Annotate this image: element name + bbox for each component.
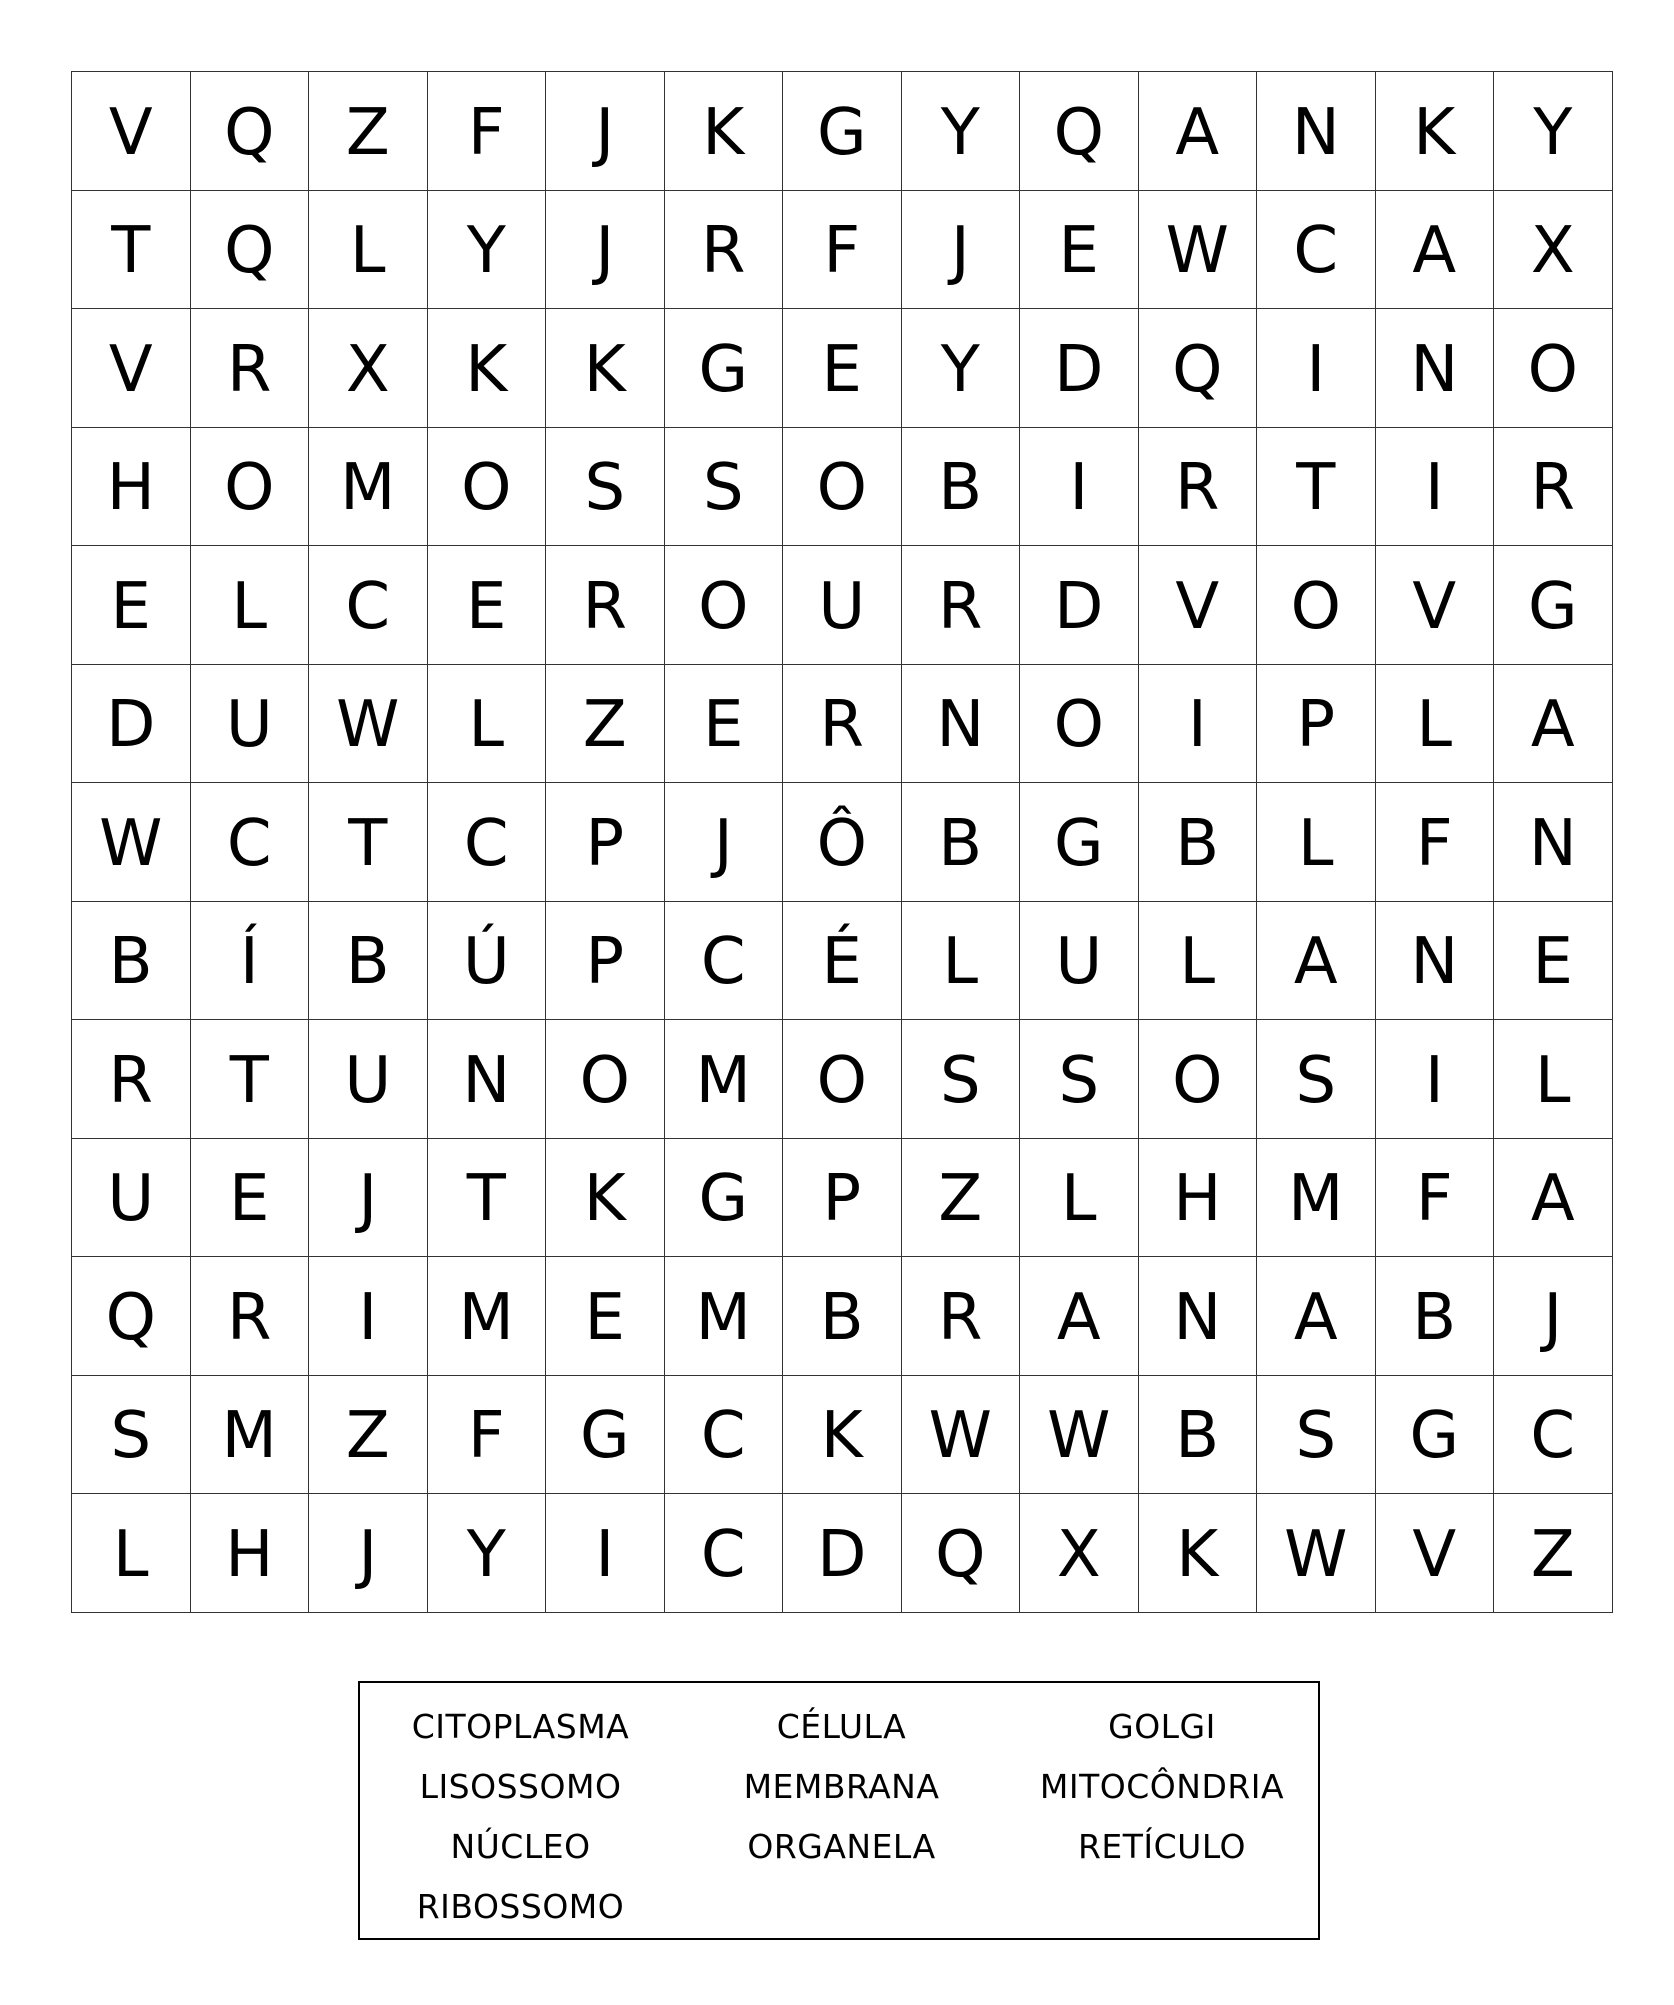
grid-cell[interactable]: D (1020, 309, 1139, 428)
grid-cell[interactable]: X (1494, 191, 1613, 310)
grid-cell[interactable]: A (1257, 902, 1376, 1021)
grid-cell[interactable]: W (1020, 1376, 1139, 1495)
grid-cell[interactable]: U (72, 1139, 191, 1258)
grid-cell[interactable]: T (309, 783, 428, 902)
grid-cell[interactable]: B (783, 1257, 902, 1376)
grid-cell[interactable]: S (546, 428, 665, 547)
grid-cell[interactable]: K (546, 1139, 665, 1258)
grid-cell[interactable]: S (1257, 1376, 1376, 1495)
grid-cell[interactable]: S (665, 428, 784, 547)
grid-cell[interactable]: T (72, 191, 191, 310)
word-list-item: NÚCLEO (450, 1827, 591, 1866)
grid-cell[interactable]: P (546, 902, 665, 1021)
grid-cell[interactable]: B (902, 783, 1021, 902)
grid-cell[interactable]: L (1376, 665, 1495, 784)
grid-cell[interactable]: A (1494, 1139, 1613, 1258)
grid-cell[interactable]: K (665, 72, 784, 191)
grid-cell[interactable]: I (1257, 309, 1376, 428)
grid-cell[interactable]: R (902, 546, 1021, 665)
grid-cell[interactable]: Y (428, 1494, 547, 1613)
grid-cell[interactable]: W (902, 1376, 1021, 1495)
grid-cell[interactable]: K (1376, 72, 1495, 191)
grid-cell[interactable]: R (1494, 428, 1613, 547)
grid-cell[interactable]: J (546, 191, 665, 310)
grid-cell[interactable]: E (546, 1257, 665, 1376)
grid-cell[interactable]: T (191, 1020, 310, 1139)
grid-cell[interactable]: Y (902, 309, 1021, 428)
grid-cell[interactable]: Q (1139, 309, 1258, 428)
word-list-item: RIBOSSOMO (416, 1887, 625, 1926)
grid-cell[interactable]: Í (191, 902, 310, 1021)
grid-cell[interactable]: L (902, 902, 1021, 1021)
grid-cell[interactable]: K (783, 1376, 902, 1495)
grid-cell[interactable]: K (428, 309, 547, 428)
grid-cell[interactable]: C (665, 902, 784, 1021)
grid-cell[interactable]: M (1257, 1139, 1376, 1258)
grid-cell[interactable]: E (665, 665, 784, 784)
grid-cell[interactable]: B (1139, 1376, 1258, 1495)
grid-cell[interactable]: N (1139, 1257, 1258, 1376)
grid-cell[interactable]: G (546, 1376, 665, 1495)
grid-cell[interactable]: K (1139, 1494, 1258, 1613)
grid-cell[interactable]: Z (1494, 1494, 1613, 1613)
grid-cell[interactable]: R (191, 1257, 310, 1376)
grid-cell[interactable]: A (1494, 665, 1613, 784)
grid-cell[interactable]: P (783, 1139, 902, 1258)
grid-cell[interactable]: F (1376, 783, 1495, 902)
grid-cell[interactable]: N (1257, 72, 1376, 191)
word-list-item: CÉLULA (776, 1707, 907, 1746)
grid-cell[interactable]: V (1376, 546, 1495, 665)
grid-cell[interactable]: G (1494, 546, 1613, 665)
grid-cell[interactable]: É (783, 902, 902, 1021)
grid-cell[interactable]: C (665, 1494, 784, 1613)
grid-cell[interactable]: J (546, 72, 665, 191)
grid-cell[interactable]: E (191, 1139, 310, 1258)
grid-cell[interactable]: C (191, 783, 310, 902)
grid-cell[interactable]: L (1257, 783, 1376, 902)
grid-cell[interactable]: C (428, 783, 547, 902)
grid-cell[interactable]: N (1494, 783, 1613, 902)
grid-cell[interactable]: L (309, 191, 428, 310)
grid-cell[interactable]: F (428, 72, 547, 191)
grid-cell[interactable]: E (783, 309, 902, 428)
grid-cell[interactable]: N (1376, 309, 1495, 428)
grid-cell[interactable]: O (1139, 1020, 1258, 1139)
word-list-item: RETÍCULO (1077, 1827, 1247, 1866)
word-list-item: ORGANELA (747, 1827, 936, 1866)
grid-cell[interactable]: Z (309, 72, 428, 191)
grid-cell[interactable]: W (309, 665, 428, 784)
grid-cell[interactable]: I (309, 1257, 428, 1376)
grid-cell[interactable]: B (1139, 783, 1258, 902)
grid-cell[interactable]: G (1020, 783, 1139, 902)
grid-cell[interactable]: O (546, 1020, 665, 1139)
grid-cell[interactable]: M (428, 1257, 547, 1376)
grid-cell[interactable]: H (72, 428, 191, 547)
grid-cell[interactable]: N (902, 665, 1021, 784)
grid-cell[interactable]: R (783, 665, 902, 784)
grid-cell[interactable]: R (191, 309, 310, 428)
grid-cell[interactable]: D (783, 1494, 902, 1613)
grid-cell[interactable]: V (72, 72, 191, 191)
grid-cell[interactable]: G (665, 309, 784, 428)
grid-cell[interactable]: C (309, 546, 428, 665)
grid-cell[interactable]: D (72, 665, 191, 784)
grid-cell[interactable]: H (1139, 1139, 1258, 1258)
grid-cell[interactable]: B (72, 902, 191, 1021)
grid-cell[interactable]: L (191, 546, 310, 665)
grid-cell[interactable]: R (72, 1020, 191, 1139)
grid-cell[interactable]: I (1020, 428, 1139, 547)
grid-cell[interactable]: R (902, 1257, 1021, 1376)
grid-cell[interactable]: T (428, 1139, 547, 1258)
grid-cell[interactable]: S (1257, 1020, 1376, 1139)
grid-cell[interactable]: W (72, 783, 191, 902)
grid-cell[interactable]: R (665, 191, 784, 310)
grid-cell[interactable]: Y (902, 72, 1021, 191)
grid-cell[interactable]: F (783, 191, 902, 310)
grid-cell[interactable]: N (1376, 902, 1495, 1021)
grid-cell[interactable]: D (1020, 546, 1139, 665)
grid-cell[interactable]: X (1020, 1494, 1139, 1613)
grid-cell[interactable]: J (309, 1139, 428, 1258)
grid-cell[interactable]: A (1376, 191, 1495, 310)
grid-cell[interactable]: O (783, 428, 902, 547)
grid-cell[interactable]: Z (309, 1376, 428, 1495)
grid-cell[interactable]: Q (191, 191, 310, 310)
grid-cell[interactable]: A (1257, 1257, 1376, 1376)
grid-cell[interactable]: C (1494, 1376, 1613, 1495)
grid-cell[interactable]: O (665, 546, 784, 665)
grid-cell[interactable]: Z (546, 665, 665, 784)
grid-cell[interactable]: B (902, 428, 1021, 547)
grid-cell[interactable]: E (428, 546, 547, 665)
grid-cell[interactable]: M (191, 1376, 310, 1495)
grid-cell[interactable]: O (1020, 665, 1139, 784)
grid-cell[interactable]: U (783, 546, 902, 665)
grid-cell[interactable]: G (665, 1139, 784, 1258)
grid-cell[interactable]: M (665, 1257, 784, 1376)
grid-cell[interactable]: K (546, 309, 665, 428)
grid-cell[interactable]: X (309, 309, 428, 428)
grid-cell[interactable]: L (1139, 902, 1258, 1021)
grid-cell[interactable]: V (72, 309, 191, 428)
grid-cell[interactable]: Q (191, 72, 310, 191)
grid-cell[interactable]: J (1494, 1257, 1613, 1376)
grid-cell[interactable]: E (72, 546, 191, 665)
grid-cell[interactable]: S (902, 1020, 1021, 1139)
grid-cell[interactable]: M (665, 1020, 784, 1139)
grid-cell[interactable]: Ô (783, 783, 902, 902)
grid-cell[interactable]: M (309, 428, 428, 547)
grid-cell[interactable]: L (72, 1494, 191, 1613)
grid-cell[interactable]: Z (902, 1139, 1021, 1258)
grid-cell[interactable]: F (1376, 1139, 1495, 1258)
grid-cell[interactable]: O (783, 1020, 902, 1139)
grid-cell[interactable]: C (1257, 191, 1376, 310)
grid-cell[interactable]: J (902, 191, 1021, 310)
grid-cell[interactable]: A (1020, 1257, 1139, 1376)
grid-cell[interactable]: U (191, 665, 310, 784)
grid-cell[interactable]: G (783, 72, 902, 191)
grid-cell[interactable]: I (1139, 665, 1258, 784)
grid-cell[interactable]: W (1257, 1494, 1376, 1613)
word-list-item: CITOPLASMA (411, 1707, 630, 1746)
grid-cell[interactable]: O (191, 428, 310, 547)
grid-cell[interactable]: J (665, 783, 784, 902)
grid-cell[interactable]: C (665, 1376, 784, 1495)
grid-cell[interactable]: V (1139, 546, 1258, 665)
grid-cell[interactable]: Q (1020, 72, 1139, 191)
grid-cell[interactable]: O (428, 428, 547, 547)
grid-cell[interactable]: S (1020, 1020, 1139, 1139)
grid-cell[interactable]: L (1020, 1139, 1139, 1258)
grid-cell[interactable]: E (1020, 191, 1139, 310)
grid-cell[interactable]: Q (72, 1257, 191, 1376)
grid-cell[interactable]: R (1139, 428, 1258, 547)
grid-cell[interactable]: P (546, 783, 665, 902)
grid-cell[interactable]: G (1376, 1376, 1495, 1495)
grid-cell[interactable]: A (1139, 72, 1258, 191)
grid-cell[interactable]: Ú (428, 902, 547, 1021)
grid-cell[interactable]: Y (428, 191, 547, 310)
grid-cell[interactable]: S (72, 1376, 191, 1495)
grid-cell[interactable]: U (309, 1020, 428, 1139)
grid-cell[interactable]: P (1257, 665, 1376, 784)
grid-cell[interactable]: F (428, 1376, 547, 1495)
grid-cell[interactable]: Y (1494, 72, 1613, 191)
grid-cell[interactable]: L (428, 665, 547, 784)
grid-cell[interactable]: H (191, 1494, 310, 1613)
word-search-grid (71, 71, 1613, 1613)
word-list-box (358, 1681, 1320, 1940)
grid-cell[interactable]: N (428, 1020, 547, 1139)
grid-cell[interactable]: E (1494, 902, 1613, 1021)
grid-cell[interactable]: I (1376, 428, 1495, 547)
grid-cell[interactable]: B (309, 902, 428, 1021)
grid-cell[interactable]: B (1376, 1257, 1495, 1376)
grid-cell[interactable]: T (1257, 428, 1376, 547)
grid-cell[interactable]: Q (902, 1494, 1021, 1613)
word-list-item: GOLGI (1108, 1707, 1216, 1746)
grid-cell[interactable]: I (1376, 1020, 1495, 1139)
grid-cell[interactable]: I (546, 1494, 665, 1613)
grid-cell[interactable]: V (1376, 1494, 1495, 1613)
grid-cell[interactable]: R (546, 546, 665, 665)
grid-cell[interactable]: W (1139, 191, 1258, 310)
word-list-item: LISOSSOMO (419, 1767, 622, 1806)
grid-cell[interactable]: J (309, 1494, 428, 1613)
grid-cell[interactable]: O (1494, 309, 1613, 428)
word-list-item: MEMBRANA (743, 1767, 940, 1806)
word-list-item: MITOCÔNDRIA (1039, 1767, 1285, 1806)
grid-cell[interactable]: O (1257, 546, 1376, 665)
grid-cell[interactable]: U (1020, 902, 1139, 1021)
grid-cell[interactable]: L (1494, 1020, 1613, 1139)
